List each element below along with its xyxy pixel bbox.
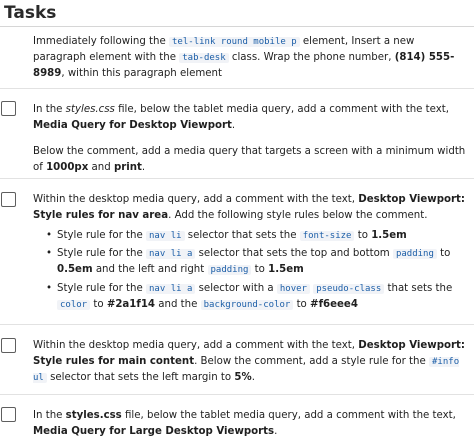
task-paragraph <box>33 144 466 176</box>
code-term: nav li <box>146 231 185 241</box>
task-bullet <box>33 281 466 313</box>
task-body <box>33 338 466 386</box>
text-run: Style rule for the <box>57 282 147 294</box>
text-run: to <box>293 298 311 310</box>
text-run: and the <box>155 298 201 310</box>
text-run: . <box>251 372 255 384</box>
italic-term: styles.css <box>65 104 115 115</box>
text-run: . <box>274 426 278 438</box>
task-checkbox[interactable] <box>1 407 16 422</box>
text-run: Within the desktop media query, add a comment with the text, <box>33 340 359 351</box>
task-item-4 <box>0 331 474 395</box>
task-checkbox[interactable] <box>1 192 16 207</box>
text-run: to <box>436 248 451 260</box>
text-run: element, Insert a new paragraph element with the <box>33 36 415 64</box>
task-item-2 <box>0 95 474 179</box>
bold-term: styles.css <box>65 410 122 421</box>
bold-term: Media Query for Large Desktop Viewports <box>33 426 275 438</box>
task-item-3 <box>0 185 474 325</box>
task-checkbox[interactable] <box>1 338 16 353</box>
bold-term: #f6eee4 <box>310 298 358 310</box>
code-term: tab-desk <box>179 53 228 63</box>
text-run: In the <box>33 410 66 421</box>
text-run: that sets the <box>384 282 453 294</box>
task-paragraph <box>33 408 466 440</box>
code-term: nav li a <box>146 249 195 259</box>
code-term: color <box>57 300 90 310</box>
text-run: Style rule for the <box>57 230 147 242</box>
bold-term: 1.5em <box>371 230 407 242</box>
text-run: . Add the following style rules below the comment. <box>168 210 428 222</box>
task-paragraph <box>33 338 466 386</box>
task-body <box>33 102 466 176</box>
text-run: file, below the tablet media query, add a comment with the text, <box>121 410 456 421</box>
task-bullet <box>33 246 466 278</box>
code-term: pseudo-class <box>313 284 384 294</box>
text-run: Within the desktop media query, add a comment with the text, <box>33 194 359 205</box>
code-term: background-color <box>201 300 294 310</box>
bold-term: Media Query for Desktop Viewport <box>33 120 232 132</box>
task-item-1 <box>0 27 474 89</box>
bold-term: (814) 555-8989 <box>33 52 455 80</box>
text-run: In the <box>33 104 66 115</box>
text-run: selector that sets the <box>184 230 300 242</box>
task-bullet-list <box>33 228 466 313</box>
text-run: file, below the tablet media query, add a comment with the text, <box>114 104 450 115</box>
bold-term: 1.5em <box>268 264 304 276</box>
bold-term: #2a1f14 <box>106 298 156 310</box>
text-run: Below the comment, add a media query that targets a screen with a minimum width of <box>33 146 466 174</box>
text-run: to <box>251 264 269 276</box>
code-term: font-size <box>300 231 355 241</box>
task-paragraph <box>33 34 466 82</box>
code-term: padding <box>208 265 252 275</box>
task-checkbox[interactable] <box>1 101 16 116</box>
task-paragraph <box>33 192 466 224</box>
text-run: and <box>88 162 114 174</box>
text-run: . <box>141 162 146 174</box>
page-title: Tasks <box>4 2 57 23</box>
text-run: . Below the comment, add a style rule for the <box>194 356 430 368</box>
bold-term: 0.5em <box>57 264 93 276</box>
bold-term: 1000px <box>46 162 89 174</box>
task-body <box>33 408 466 440</box>
code-term: hover <box>277 284 310 294</box>
text-run: selector that sets the left margin to <box>46 372 235 384</box>
bold-term: Desktop Viewport: Style rules for main content <box>33 340 465 368</box>
text-run: class. Wrap the phone number, <box>228 52 395 64</box>
code-term: tel-link round mobile p <box>169 37 300 47</box>
task-body <box>33 34 466 82</box>
tasks-header <box>0 0 474 27</box>
code-term: #info ul <box>33 357 460 384</box>
bold-term: print <box>113 162 142 174</box>
text-run: selector with a <box>195 282 277 294</box>
code-term: nav li a <box>146 284 195 294</box>
text-run: . <box>231 120 236 132</box>
task-paragraph <box>33 102 466 134</box>
text-run: selector that sets the top and bottom <box>195 248 393 260</box>
code-term: padding <box>393 249 437 259</box>
text-run: and the left and right <box>92 264 208 276</box>
text-run: to <box>354 230 372 242</box>
text-run: , within this paragraph element <box>61 68 223 80</box>
text-run: Style rule for the <box>57 248 147 260</box>
task-body <box>33 192 466 313</box>
text-run: Immediately following the <box>33 36 170 47</box>
bold-term: 5% <box>234 372 252 384</box>
task-bullet <box>33 228 466 244</box>
task-item-5 <box>0 401 474 444</box>
text-run: to <box>90 298 107 310</box>
bold-term: Desktop Viewport: Style rules for nav area <box>33 194 465 222</box>
